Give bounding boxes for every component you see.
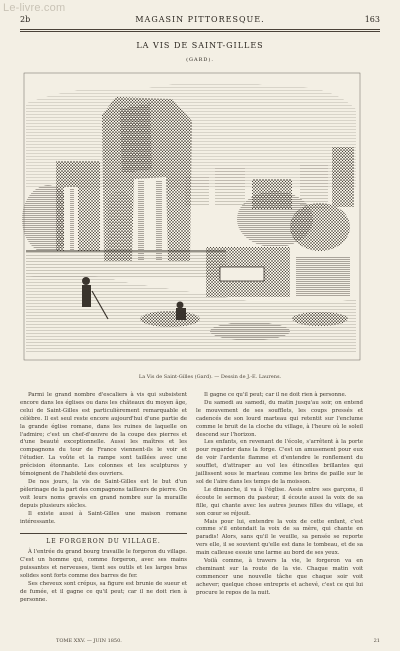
section-paragraph: Il gagne ce qu'il peut; car il ne doit rien à personne. [204,392,347,398]
section-paragraph: À l'entrée du grand bourg travaille le forgeron du village. C'est un homme qui, comme forgeron, avec ses mains puissantes et nerveuses, tient ses outils et les larges bras solides sont forts comme des barres de fer. [20,549,187,580]
column-right [196,392,363,598]
page-number-right: 163 [364,15,380,24]
article-paragraph: De nos jours, la vis de Saint-Gilles est le but d'un pèlerinage de la part des compagnons tailleurs de pierre. On voit leurs noms gravés en grand nombre sur la muraille depuis plusieurs siècles. [20,478,187,509]
footer-volume: TOME XXV. — JUIN 1850. [56,638,122,644]
header-rule-top [20,29,380,30]
watermark: Le-livre.com [3,2,66,14]
section-paragraph: Mais pour lui, entendre la voix de cette enfant, c'est comme s'il entendait la voix de sa mère, qui chante en paradis! Alors, sans qu'il le veuille, sa pensée se reporte vers elle, il se souvient qu'elle est dans le tombeau, et de sa main calleuse essuie une larme au bord de ses yeux. [196,518,363,557]
article-title: LA VIS DE SAINT-GILLES [136,41,264,50]
section-paragraph: Les enfants, en revenant de l'école, s'arrêtent à la porte pour regarder dans la forge. C'est un amusement pour eux de voir l'ardente flamme et d'entendre le ronflement du soufflet, d'attraper au vol les étincelles brillantes qui jaillissent sous le marteau comme les brins de paille sur le sol de l'aire dans les temps de la moisson. [196,439,363,485]
article-paragraph: Il existe aussi à Saint-Gilles une maison romane intéressante. [20,510,187,525]
running-header [20,13,380,27]
page-number-left: 2b [20,15,31,24]
section-paragraph: Le dimanche, il va à l'église. Assis entre ses garçons, il écoute le sermon du pasteur, il écoute aussi la voix de sa fille, qui chante avec les autres jeunes filles du village, et son cœur se réjouit. [196,486,363,517]
page-footer [20,638,380,648]
engraving-illustration [20,69,364,364]
publication-title: MAGASIN PITTORESQUE. [135,15,265,24]
section-paragraph: Du samedi au samedi, du matin jusqu'au soir, on entend le mouvement de ses soufflets, les coups pressés et cadencés de son lourd marteau qui retentit sur l'enclume comme le bruit de la cloche du village, à l'heure où le soleil descend sur l'horizon. [196,399,363,438]
section-paragraph: Voilà comme, à travers la vie, le forgeron va en cheminant sur la route de la vie. Chaque matin voit commencer une nouvelle tâche que chaque soir voit achever; quelque chose entrepris et achevé, c'est ce qui lui procure le repos de la nuit. [196,558,363,596]
section-heading: LE FORGERON DU VILLAGE. [20,533,187,545]
article-paragraph: Parmi le grand nombre d'escaliers à vis qui subsistent encore dans les églises ou dans les châteaux du moyen âge, celui de Saint-Gilles est particulièrement remarquable et célèbre. Il est seul reste encore aujourd'hui d'une partie de la grande église romane, dans les ruines de laquelle on l'admire; c'est un chef-d'œuvre de la coupe des pierres et d'une beauté exceptionnelle. Aussi les maîtres et les compagnons du tour de France viennent-ils le voir et l'étudier. La voûte et la rampe sont taillées avec une précision étonnante. Les colonnes et les sculptures y témoignent de l'habileté des ouvriers. [20,392,187,478]
header-rule-bottom [20,31,380,32]
footer-signature: 21 [373,638,380,644]
section-paragraph: Ses cheveux sont crépus, sa figure est brunie de sueur et de fumée, et il gagne ce qu'il peut; car il ne doit rien à personne. [20,581,187,603]
illustration-caption: La Vis de Saint-Gilles (Gard). — Dessin de J.-E. Laurens. [138,374,282,380]
column-left [20,392,187,605]
article-subtitle: (GARD). [186,57,214,63]
